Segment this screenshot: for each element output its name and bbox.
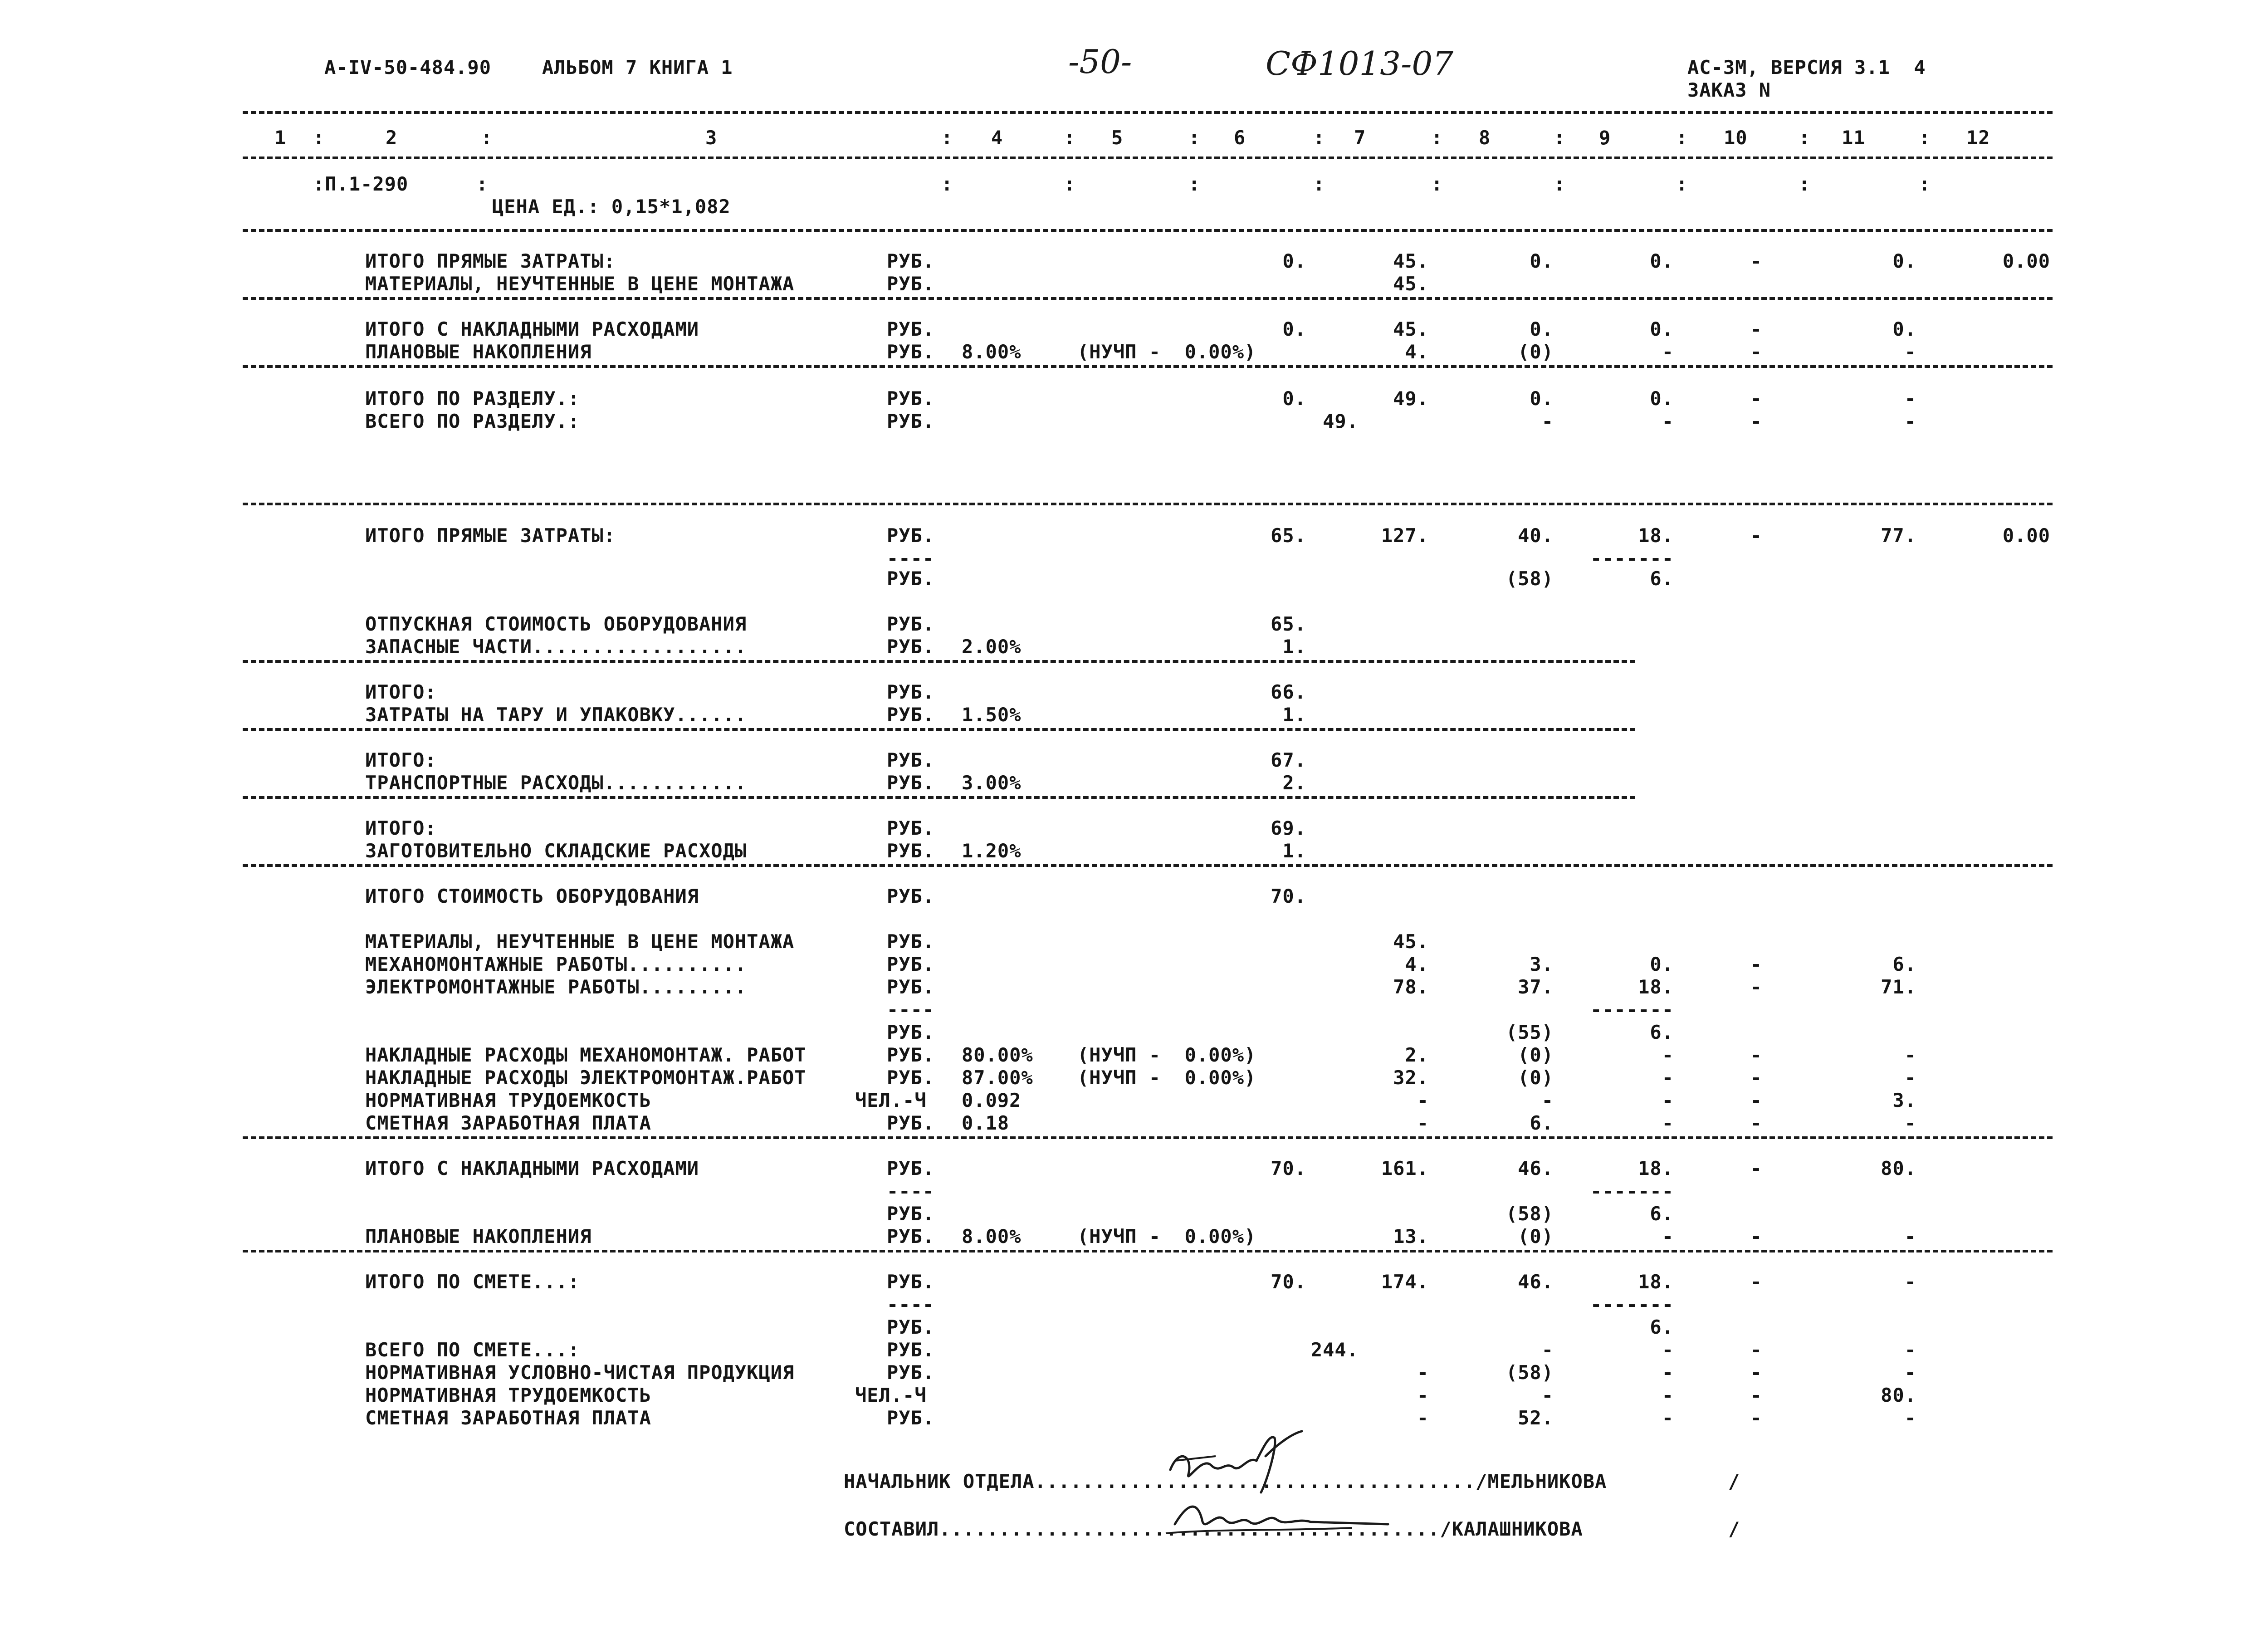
column-separator: : [941, 127, 953, 149]
item-column-separator: : [1676, 173, 1688, 195]
row-unit: ---- [887, 998, 935, 1021]
page-number: -50- [1068, 43, 1132, 81]
cell-col-8: (0) [1518, 1044, 1554, 1066]
item-column-separator: : [1064, 173, 1076, 195]
row-label: ВСЕГО ПО РАЗДЕЛУ.: [365, 410, 580, 432]
cell-col-6: 69. [1271, 817, 1306, 839]
cell-col-7: 45. [1393, 930, 1429, 953]
column-number: 1 [274, 127, 287, 149]
cell-col-11: 3. [1892, 1089, 1916, 1111]
cell-col-11: - [1904, 1407, 1916, 1429]
cell-col-10: - [1750, 250, 1762, 272]
row-unit: РУБ. [887, 1316, 935, 1338]
row-unit: РУБ. [887, 1044, 935, 1066]
cell-col-5: (НУЧП - 0.00%) [1077, 1067, 1256, 1089]
cell-col-10: - [1750, 1384, 1762, 1406]
cell-col-9: 18. [1638, 524, 1674, 547]
row-label: НОРМАТИВНАЯ ТРУДОЕМКОСТЬ [365, 1384, 651, 1406]
row-unit: РУБ. [887, 387, 935, 410]
cell-col-10: - [1750, 1157, 1762, 1179]
row-unit: РУБ. [887, 817, 935, 839]
cell-col-4: 2.00% [962, 636, 1022, 658]
cell-col-10: - [1750, 1407, 1762, 1429]
row-unit: РУБ. [887, 524, 935, 547]
cell-col-8: - [1541, 1384, 1554, 1406]
cell-col-7: 45. [1393, 250, 1429, 272]
item-unit-price: ЦЕНА ЕД.: 0,15*1,082 [492, 196, 731, 218]
column-separator: : [1799, 127, 1811, 149]
cell-col-8: (58) [1505, 1203, 1554, 1225]
column-separator: : [1919, 127, 1931, 149]
cell-col-6: 70. [1271, 1157, 1306, 1179]
row-label: НАКЛАДНЫЕ РАСХОДЫ МЕХАНОМОНТАЖ. РАБОТ [365, 1044, 807, 1066]
cell-col-8: (55) [1505, 1021, 1554, 1043]
head-of-department-line: НАЧАЛЬНИК ОТДЕЛА...................................../МЕЛЬНИКОВА [844, 1470, 1607, 1492]
cell-col-9: 6. [1650, 567, 1674, 590]
cell-col-9: 6. [1650, 1203, 1674, 1225]
cell-col-4: 80.00% [962, 1044, 1033, 1066]
cell-col-8: 37. [1518, 976, 1554, 998]
row-label: ЭЛЕКТРОМОНТАЖНЫЕ РАБОТЫ......... [365, 976, 747, 998]
column-number: 9 [1599, 127, 1611, 149]
cell-col-8: 6. [1530, 1112, 1554, 1134]
cell-col-8: (0) [1518, 1225, 1554, 1248]
cell-col-6: 0. [1282, 250, 1306, 272]
item-separator: : [476, 173, 489, 195]
cell-col-11: - [1904, 387, 1916, 410]
column-separator: : [1188, 127, 1201, 149]
cell-col-10: - [1750, 1361, 1762, 1384]
row-label: ИТОГО: [365, 749, 437, 771]
cell-col-6: 49. [1323, 410, 1359, 432]
cell-col-10: - [1750, 976, 1762, 998]
cell-col-10: - [1750, 953, 1762, 975]
row-label: ИТОГО СТОИМОСТЬ ОБОРУДОВАНИЯ [365, 885, 699, 907]
item-column-separator: : [1313, 173, 1325, 195]
cell-col-8: (58) [1505, 567, 1554, 590]
row-label: МАТЕРИАЛЫ, НЕУЧТЕННЫЕ В ЦЕНЕ МОНТАЖА [365, 930, 795, 953]
row-unit: РУБ. [887, 1225, 935, 1248]
column-separator: : [1064, 127, 1076, 149]
row-unit: РУБ. [887, 341, 935, 363]
row-unit: РУБ. [887, 1067, 935, 1089]
cell-col-4: 1.50% [962, 704, 1022, 726]
item-column-separator: : [1431, 173, 1443, 195]
cell-col-9: - [1662, 1089, 1674, 1111]
row-unit: ---- [887, 1180, 935, 1202]
cell-col-6: 66. [1271, 681, 1306, 703]
column-number: 12 [1966, 127, 1990, 149]
cell-col-8: (0) [1518, 1067, 1554, 1089]
row-unit: РУБ. [887, 1157, 935, 1179]
row-unit: РУБ. [887, 885, 935, 907]
cell-col-5: (НУЧП - 0.00%) [1077, 341, 1256, 363]
cell-col-4: 87.00% [962, 1067, 1033, 1089]
cell-col-9: 0. [1650, 318, 1674, 340]
cell-col-6: 70. [1271, 1271, 1306, 1293]
cell-col-6: 70. [1271, 885, 1306, 907]
row-label: ПЛАНОВЫЕ НАКОПЛЕНИЯ [365, 341, 592, 363]
cell-col-11: - [1904, 1271, 1916, 1293]
row-label: ПЛАНОВЫЕ НАКОПЛЕНИЯ [365, 1225, 592, 1248]
column-separator: : [1431, 127, 1443, 149]
cell-col-9: - [1662, 1407, 1674, 1429]
row-label: ИТОГО: [365, 817, 437, 839]
row-unit: РУБ. [887, 613, 935, 635]
cell-col-8: (0) [1518, 341, 1554, 363]
column-number: 2 [386, 127, 398, 149]
row-unit: РУБ. [887, 1021, 935, 1043]
cell-col-10: - [1750, 1044, 1762, 1066]
cell-col-8: 52. [1518, 1407, 1554, 1429]
cell-col-7: - [1417, 1384, 1429, 1406]
cell-col-10: - [1750, 1225, 1762, 1248]
album-label: АЛЬБОМ 7 КНИГА 1 [542, 56, 733, 78]
cell-col-11: - [1904, 1067, 1916, 1089]
cell-col-8: 46. [1518, 1157, 1554, 1179]
cell-col-7: 32. [1393, 1067, 1429, 1089]
cell-col-11: - [1904, 1225, 1916, 1248]
cell-col-8: 0. [1530, 250, 1554, 272]
row-label: ИТОГО С НАКЛАДНЫМИ РАСХОДАМИ [365, 1157, 699, 1179]
row-unit: РУБ. [887, 1407, 935, 1429]
row-unit: ЧЕЛ.-Ч [855, 1089, 927, 1111]
row-unit: РУБ. [887, 567, 935, 590]
cell-col-9: ------- [1590, 1180, 1674, 1202]
cell-col-6: 65. [1271, 613, 1306, 635]
cell-col-11: 80. [1881, 1157, 1916, 1179]
cell-col-8: 3. [1530, 953, 1554, 975]
column-number: 8 [1479, 127, 1491, 149]
row-label: ОТПУСКНАЯ СТОИМОСТЬ ОБОРУДОВАНИЯ [365, 613, 747, 635]
cell-col-9: - [1662, 1225, 1674, 1248]
cell-col-7: 127. [1381, 524, 1429, 547]
row-label: СМЕТНАЯ ЗАРАБОТНАЯ ПЛАТА [365, 1112, 651, 1134]
row-unit: РУБ. [887, 273, 935, 295]
cell-col-9: 0. [1650, 250, 1674, 272]
row-label: ЗАГОТОВИТЕЛЬНО СКЛАДСКИЕ РАСХОДЫ [365, 840, 747, 862]
row-label: МАТЕРИАЛЫ, НЕУЧТЕННЫЕ В ЦЕНЕ МОНТАЖА [365, 273, 795, 295]
cell-col-10: - [1750, 1271, 1762, 1293]
cell-col-7: - [1417, 1407, 1429, 1429]
cell-col-7: 2. [1405, 1044, 1429, 1066]
column-number: 6 [1234, 127, 1246, 149]
cell-col-9: 6. [1650, 1021, 1674, 1043]
cell-col-6: 2. [1282, 772, 1306, 794]
column-number: 10 [1724, 127, 1748, 149]
cell-col-6: 1. [1282, 840, 1306, 862]
item-column-separator: : [1188, 173, 1201, 195]
row-unit: РУБ. [887, 953, 935, 975]
cell-col-7: 45. [1393, 318, 1429, 340]
system-version: АС-3М, ВЕРСИЯ 3.1 4 [1687, 56, 1926, 78]
cell-col-7: 45. [1393, 273, 1429, 295]
cell-col-7: 174. [1381, 1271, 1429, 1293]
cell-col-7: 4. [1405, 953, 1429, 975]
row-label: ИТОГО ПО СМЕТЕ...: [365, 1271, 580, 1293]
compiler-slash: / [1728, 1518, 1740, 1540]
cell-col-8: - [1541, 1339, 1554, 1361]
cell-col-12: 0.00 [2002, 524, 2050, 547]
cell-col-8: (58) [1505, 1361, 1554, 1384]
cell-col-9: ------- [1590, 1293, 1674, 1316]
column-number: 7 [1354, 127, 1366, 149]
row-unit: РУБ. [887, 930, 935, 953]
column-separator: : [313, 127, 325, 149]
row-unit: РУБ. [887, 976, 935, 998]
row-unit: РУБ. [887, 1361, 935, 1384]
cell-col-10: - [1750, 1089, 1762, 1111]
cell-col-8: 46. [1518, 1271, 1554, 1293]
cell-col-8: 40. [1518, 524, 1554, 547]
cell-col-4: 0.18 [962, 1112, 1010, 1134]
cell-col-6: 1. [1282, 636, 1306, 658]
cell-col-7: 78. [1393, 976, 1429, 998]
row-unit: РУБ. [887, 636, 935, 658]
cell-col-10: - [1750, 524, 1762, 547]
row-label: ИТОГО ПРЯМЫЕ ЗАТРАТЫ: [365, 250, 616, 272]
item-column-separator: : [1799, 173, 1811, 195]
cell-col-4: 3.00% [962, 772, 1022, 794]
cell-col-11: 0. [1892, 250, 1916, 272]
cell-col-9: 18. [1638, 1157, 1674, 1179]
cell-col-11: - [1904, 1339, 1916, 1361]
cell-col-9: - [1662, 1067, 1674, 1089]
cell-col-9: 18. [1638, 1271, 1674, 1293]
compiler-signature [1161, 1492, 1397, 1542]
cell-col-10: - [1750, 1339, 1762, 1361]
cell-col-4: 8.00% [962, 1225, 1022, 1248]
row-unit: РУБ. [887, 1112, 935, 1134]
cell-col-10: - [1750, 341, 1762, 363]
head-signature [1161, 1429, 1306, 1497]
cell-col-9: ------- [1590, 998, 1674, 1021]
row-unit: РУБ. [887, 250, 935, 272]
cell-col-9: ------- [1590, 547, 1674, 569]
column-number: 5 [1111, 127, 1124, 149]
column-number: 11 [1842, 127, 1866, 149]
cell-col-9: - [1662, 1361, 1674, 1384]
row-label: ЗАПАСНЫЕ ЧАСТИ.................. [365, 636, 747, 658]
cell-col-9: 6. [1650, 1316, 1674, 1338]
cell-col-7: 161. [1381, 1157, 1429, 1179]
cell-col-7: - [1417, 1089, 1429, 1111]
cell-col-6: 65. [1271, 524, 1306, 547]
cell-col-5: (НУЧП - 0.00%) [1077, 1225, 1256, 1248]
item-column-separator: : [1919, 173, 1931, 195]
cell-col-5: (НУЧП - 0.00%) [1077, 1044, 1256, 1066]
cell-col-8: - [1541, 410, 1554, 432]
cell-col-9: - [1662, 410, 1674, 432]
row-unit: РУБ. [887, 772, 935, 794]
compiler-line: СОСТАВИЛ........................................../КАЛАШНИКОВА [844, 1518, 1583, 1540]
row-unit: РУБ. [887, 840, 935, 862]
cell-col-6: 0. [1282, 387, 1306, 410]
cell-col-6: 1. [1282, 704, 1306, 726]
cell-col-10: - [1750, 387, 1762, 410]
cell-col-6: 244. [1310, 1339, 1359, 1361]
row-unit: РУБ. [887, 704, 935, 726]
cell-col-7: - [1417, 1361, 1429, 1384]
item-code: :П.1-290 [313, 173, 409, 195]
row-label: НОРМАТИВНАЯ ТРУДОЕМКОСТЬ [365, 1089, 651, 1111]
cell-col-12: 0.00 [2002, 250, 2050, 272]
cell-col-8: 0. [1530, 387, 1554, 410]
row-label: ЗАТРАТЫ НА ТАРУ И УПАКОВКУ...... [365, 704, 747, 726]
row-unit: ЧЕЛ.-Ч [855, 1384, 927, 1406]
cell-col-10: - [1750, 1067, 1762, 1089]
row-unit: РУБ. [887, 749, 935, 771]
row-unit: ---- [887, 547, 935, 569]
cell-col-9: 0. [1650, 387, 1674, 410]
column-separator: : [1676, 127, 1688, 149]
row-unit: РУБ. [887, 318, 935, 340]
row-label: ИТОГО: [365, 681, 437, 703]
doc-code: А-IV-50-484.90 [324, 56, 492, 78]
item-column-separator: : [941, 173, 953, 195]
column-separator: : [1313, 127, 1325, 149]
row-label: НАКЛАДНЫЕ РАСХОДЫ ЭЛЕКТРОМОНТАЖ.РАБОТ [365, 1067, 807, 1089]
item-column-separator: : [1554, 173, 1566, 195]
head-slash: / [1728, 1470, 1740, 1492]
row-unit: РУБ. [887, 1271, 935, 1293]
cell-col-8: 0. [1530, 318, 1554, 340]
row-unit: РУБ. [887, 1339, 935, 1361]
cell-col-6: 0. [1282, 318, 1306, 340]
cell-col-9: - [1662, 1339, 1674, 1361]
cell-col-10: - [1750, 410, 1762, 432]
cell-col-11: 6. [1892, 953, 1916, 975]
cell-col-7: 13. [1393, 1225, 1429, 1248]
row-label: ИТОГО ПО РАЗДЕЛУ.: [365, 387, 580, 410]
cell-col-11: - [1904, 1044, 1916, 1066]
row-label: НОРМАТИВНАЯ УСЛОВНО-ЧИСТАЯ ПРОДУКЦИЯ [365, 1361, 795, 1384]
cell-col-9: - [1662, 1384, 1674, 1406]
row-label: ИТОГО С НАКЛАДНЫМИ РАСХОДАМИ [365, 318, 699, 340]
row-label: МЕХАНОМОНТАЖНЫЕ РАБОТЫ.......... [365, 953, 747, 975]
cell-col-10: - [1750, 1112, 1762, 1134]
cell-col-8: - [1541, 1089, 1554, 1111]
cell-col-4: 8.00% [962, 341, 1022, 363]
cell-col-11: 0. [1892, 318, 1916, 340]
cell-col-4: 1.20% [962, 840, 1022, 862]
column-separator: : [1554, 127, 1566, 149]
cell-col-4: 0.092 [962, 1089, 1022, 1111]
cell-col-9: - [1662, 341, 1674, 363]
row-unit: РУБ. [887, 681, 935, 703]
row-label: ТРАНСПОРТНЫЕ РАСХОДЫ............ [365, 772, 747, 794]
cell-col-11: 71. [1881, 976, 1916, 998]
row-label: ВСЕГО ПО СМЕТЕ...: [365, 1339, 580, 1361]
column-number: 4 [991, 127, 1003, 149]
cell-col-7: 49. [1393, 387, 1429, 410]
row-label: ИТОГО ПРЯМЫЕ ЗАТРАТЫ: [365, 524, 616, 547]
cell-col-9: 0. [1650, 953, 1674, 975]
cell-col-11: - [1904, 410, 1916, 432]
column-separator: : [481, 127, 493, 149]
cell-col-11: - [1904, 1112, 1916, 1134]
row-label: СМЕТНАЯ ЗАРАБОТНАЯ ПЛАТА [365, 1407, 651, 1429]
cell-col-9: - [1662, 1044, 1674, 1066]
column-number: 3 [705, 127, 718, 149]
cell-col-7: - [1417, 1112, 1429, 1134]
order-label: ЗАКАЗ N [1687, 79, 1771, 101]
cell-col-7: 4. [1405, 341, 1429, 363]
row-unit: ---- [887, 1293, 935, 1316]
reference-code: СФ1013-07 [1266, 44, 1454, 83]
cell-col-11: 80. [1881, 1384, 1916, 1406]
row-unit: РУБ. [887, 410, 935, 432]
cell-col-6: 67. [1271, 749, 1306, 771]
row-unit: РУБ. [887, 1203, 935, 1225]
cell-col-9: - [1662, 1112, 1674, 1134]
cell-col-9: 18. [1638, 976, 1674, 998]
cell-col-11: 77. [1881, 524, 1916, 547]
cell-col-11: - [1904, 1361, 1916, 1384]
cell-col-11: - [1904, 341, 1916, 363]
cell-col-10: - [1750, 318, 1762, 340]
